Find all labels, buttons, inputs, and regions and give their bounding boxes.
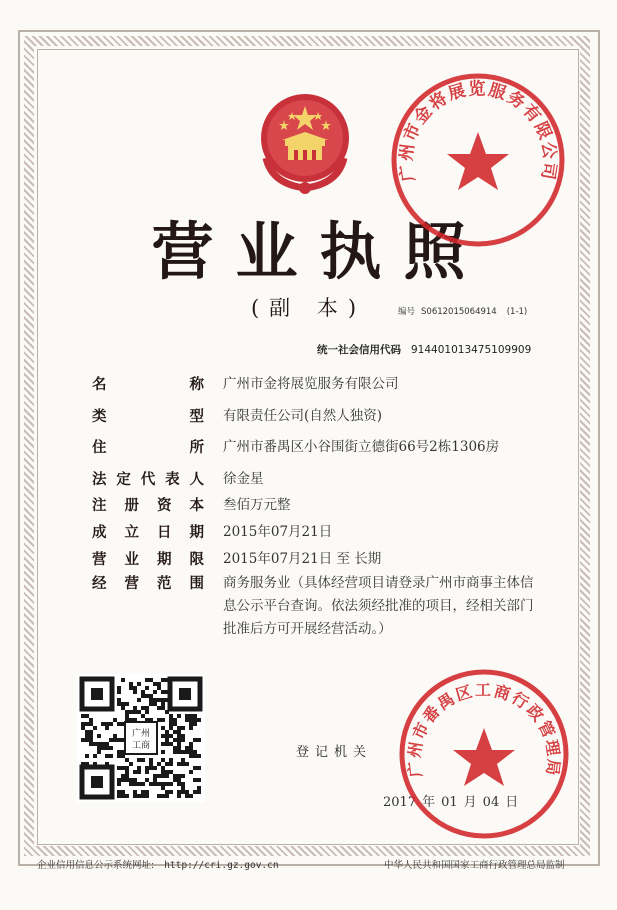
authority-seal-icon bbox=[396, 666, 572, 842]
field-value: 广州市金将展览服务有限公司 bbox=[223, 376, 399, 392]
date-year-unit: 年 bbox=[422, 795, 436, 810]
field-value: 2015年07月21日 bbox=[223, 524, 333, 540]
field-row-legal-rep bbox=[92, 468, 523, 491]
field-label: 类型 bbox=[92, 409, 204, 425]
footer-website-url[interactable]: http://cri.gz.gov.cn bbox=[164, 860, 279, 871]
credit-code bbox=[317, 342, 531, 357]
qr-caption-line2: 工商 bbox=[131, 741, 151, 751]
field-value: 叁佰万元整 bbox=[223, 497, 291, 513]
serial-suffix: (1-1) bbox=[506, 307, 528, 317]
field-row-term bbox=[92, 548, 523, 571]
field-row-address bbox=[92, 436, 563, 459]
svg-text:广州市金将展览服务有限公司: 广州市金将展览服务有限公司 bbox=[396, 79, 560, 183]
field-row-type bbox=[92, 405, 523, 428]
footer-issuer: 中华人民共和国国家工商行政管理总局监制 bbox=[384, 860, 565, 871]
license-title: 营业执照 bbox=[151, 215, 488, 288]
date-month: 01 bbox=[441, 795, 458, 810]
field-label: 住所 bbox=[92, 440, 204, 456]
field-row-scope bbox=[92, 572, 541, 641]
registrar-label: 登记机关 bbox=[296, 745, 373, 760]
svg-text:广州市番禺区工商行政管理局: 广州市番禺区工商行政管理局 bbox=[404, 680, 564, 779]
field-row-established bbox=[92, 521, 523, 544]
serial-number bbox=[398, 305, 527, 317]
date-day-unit: 日 bbox=[505, 795, 519, 810]
field-row-capital bbox=[92, 494, 523, 517]
field-value: 有限责任公司(自然人独资) bbox=[223, 408, 383, 424]
date-month-unit: 月 bbox=[463, 795, 477, 810]
serial-value: S0612015064914 bbox=[421, 307, 497, 317]
date-year: 2017 bbox=[383, 795, 417, 810]
credit-code-label: 统一社会信用代码 bbox=[317, 344, 401, 356]
field-label: 名称 bbox=[92, 377, 204, 393]
footer-website bbox=[37, 857, 279, 871]
national-emblem-icon bbox=[252, 88, 358, 196]
field-value: 商务服务业（具体经营项目请登录广州市商事主体信息公示平台查询。依法须经批准的项目，经相关部门批准后方可开展经营活动。） bbox=[223, 575, 534, 637]
field-label: 注册资本 bbox=[92, 498, 204, 514]
credit-code-value: 914401013475109909 bbox=[411, 344, 532, 356]
field-value: 广州市番禺区小谷围街立德街66号2栋1306房 bbox=[223, 439, 500, 455]
date-day: 04 bbox=[482, 795, 500, 810]
company-seal-icon bbox=[388, 70, 568, 250]
field-label: 成立日期 bbox=[92, 525, 204, 541]
field-label: 营业期限 bbox=[92, 552, 204, 568]
field-value: 2015年07月21日 至 长期 bbox=[223, 551, 382, 567]
field-value: 徐金星 bbox=[223, 471, 264, 487]
field-row-name bbox=[92, 373, 523, 396]
serial-label: 编号 bbox=[398, 307, 416, 317]
footer-website-label: 企业信用信息公示系统网址: bbox=[37, 860, 155, 871]
field-label: 经营范围 bbox=[92, 576, 204, 592]
qr-code-icon[interactable] bbox=[77, 674, 205, 802]
license-subtitle: (副 本) bbox=[250, 296, 367, 320]
field-label: 法定代表人 bbox=[92, 472, 204, 488]
qr-caption-line1: 广州 bbox=[131, 729, 151, 739]
